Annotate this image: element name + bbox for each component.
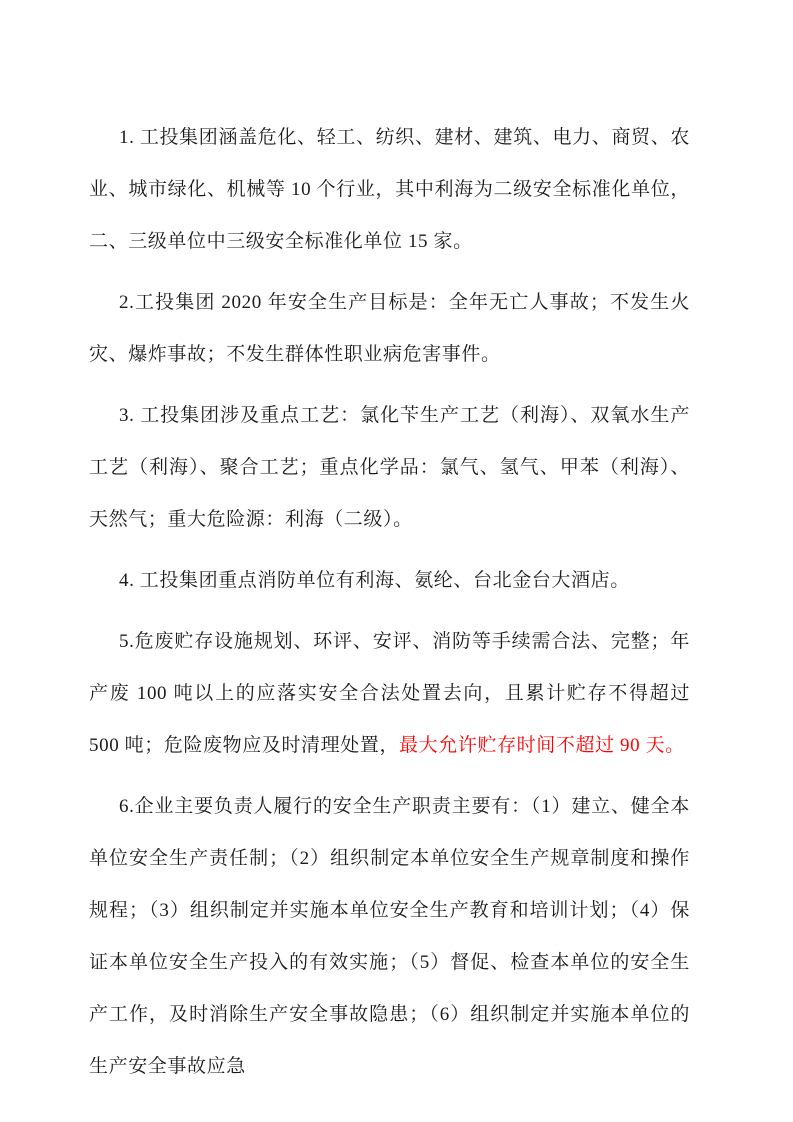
paragraph-4-text: 4. 工投集团重点消防单位有利海、氨纶、台北金台大酒店。 bbox=[119, 570, 630, 591]
paragraph-5-text: 5.危废贮存设施规划、环评、安评、消防等手续需合法、完整；年产废 100 吨以上的应落实安全合法处置去向，且累计贮存不得超过 500 吨；危险废物应及时清理处置， bbox=[89, 631, 690, 756]
paragraph-2 bbox=[89, 277, 690, 381]
document-body bbox=[89, 112, 690, 1102]
paragraph-4 bbox=[89, 555, 690, 607]
paragraph-1 bbox=[89, 112, 690, 268]
paragraph-5-red-emphasis-text: 最大允许贮存时间不超过 90 天。 bbox=[399, 735, 685, 756]
paragraph-1-text: 1. 工投集团涵盖危化、轻工、纺织、建材、建筑、电力、商贸、农业、城市绿化、机械等 10 个行业，其中利海为二级安全标准化单位，二、三级单位中三级安全标准化单位 15 家。 bbox=[89, 127, 690, 252]
paragraph-3-text: 3. 工投集团涉及重点工艺：氯化苄生产工艺（利海）、双氧水生产工艺（利海）、聚合工艺；重点化学品：氯气、氢气、甲苯（利海）、天然气；重大危险源：利海（二级）。 bbox=[89, 405, 690, 530]
paragraph-6 bbox=[89, 781, 690, 1093]
paragraph-5 bbox=[89, 616, 690, 772]
paragraph-2-text: 2.工投集团 2020 年安全生产目标是：全年无亡人事故；不发生火灾、爆炸事故；不发生群体性职业病危害事件。 bbox=[89, 292, 690, 365]
paragraph-3 bbox=[89, 390, 690, 546]
paragraph-6-text: 6.企业主要负责人履行的安全生产职责主要有：（1）建立、健全本单位安全生产责任制；（2）组织制定本单位安全生产规章制度和操作规程；（3）组织制定并实施本单位安全生产教育和培训计划；（4）保证本单位安全生产投入的有效实施；（5）督促、检查本单位的安全生产工作，及时消除生产安全事故隐患；（6）组织制定并实施本单位的生产安全事故应急 bbox=[89, 796, 690, 1077]
